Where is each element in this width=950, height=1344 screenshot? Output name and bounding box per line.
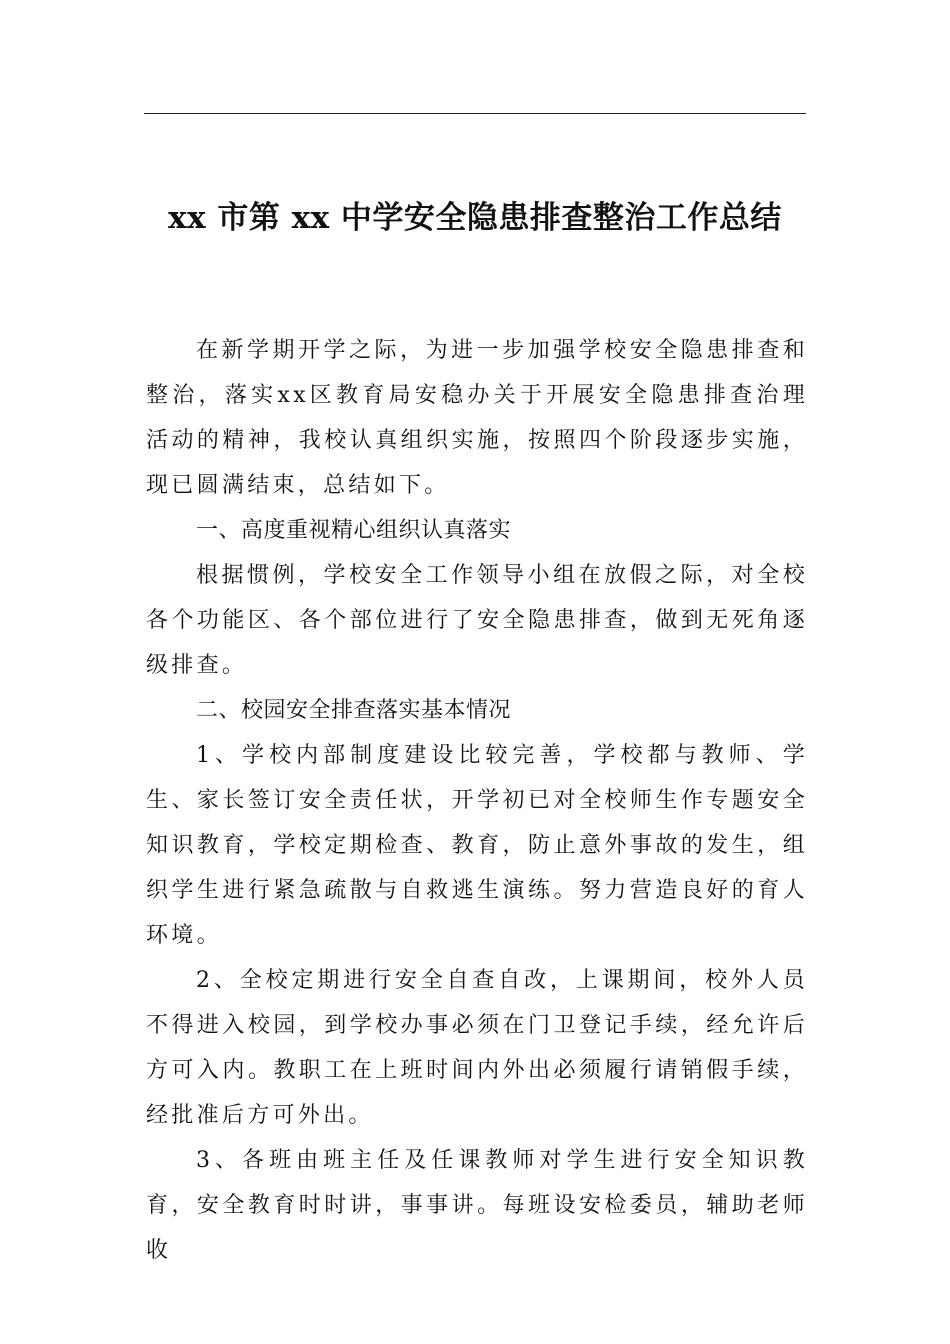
header-rule <box>144 113 806 114</box>
section-heading-2: 二、校园安全排查落实基本情况 <box>196 698 512 723</box>
section-heading-1: 一、高度重视精心组织认真落实 <box>196 518 512 543</box>
document-body <box>146 328 808 1273</box>
section-2-paragraph-2: 2、全校定期进行安全自查自改，上课期间，校外人员不得进入校园，到学校办事必须在门卫登记手续，经允许后方可入内。教职工在上班时间内外出必须履行请销假手续，经批准后方可外出。 <box>146 968 808 1128</box>
section-1-paragraph: 根据惯例，学校安全工作领导小组在放假之际，对全校各个功能区、各个部位进行了安全隐患排查，做到无死角逐级排查。 <box>146 563 808 678</box>
section-2-paragraph-1: 1、学校内部制度建设比较完善，学校都与教师、学生、家长签订安全责任状，开学初已对全校师生作专题安全知识教育，学校定期检查、教育，防止意外事故的发生，组织学生进行紧急疏散与自救逃生演练。努力营造良好的育人环境。 <box>146 743 808 948</box>
intro-paragraph: 在新学期开学之际，为进一步加强学校安全隐患排查和整治，落实xx区教育局安稳办关于开展安全隐患排查治理活动的精神，我校认真组织实施，按照四个阶段逐步实施，现已圆满结束，总结如下。 <box>146 338 808 498</box>
section-2-paragraph-3: 3、各班由班主任及任课教师对学生进行安全知识教育，安全教育时时讲，事事讲。每班设安检委员，辅助老师收 <box>146 1148 808 1263</box>
document-title: xx 市第 xx 中学安全隐患排查整治工作总结 <box>168 200 782 236</box>
